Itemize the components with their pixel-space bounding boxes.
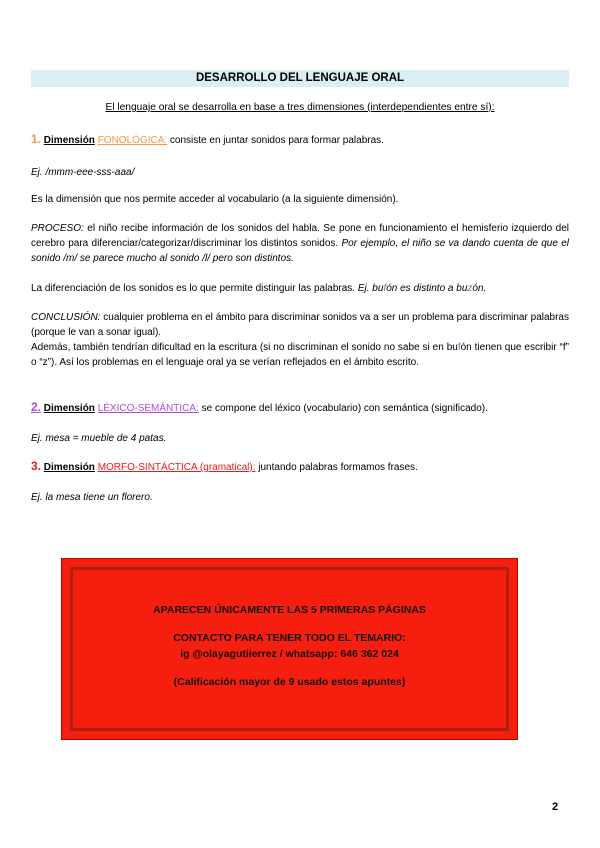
difference-example-d: z (467, 283, 473, 294)
dimension-1-heading (31, 132, 569, 148)
dimension-3-label: Dimensión (43, 462, 95, 473)
difference-text: La diferenciación de los sonidos es lo que permite distinguir las palabras. (31, 283, 356, 294)
dimension-3-number: 3. (31, 459, 42, 473)
dimension-2-name: LÉXICO-SEMÁNTICA: (97, 403, 199, 414)
intro-text: El lenguaje oral se desarrolla en base a tres dimensiones (interdependientes entre sí): (105, 102, 495, 113)
notice-line-4: (Calificación mayor de 9 usado estos apuntes) (173, 676, 406, 688)
dimension-1-text-2: Es la dimensión que nos permite acceder al vocabulario (a la siguiente dimensión). (31, 194, 399, 205)
difference-example-a: Ej. bu (355, 283, 384, 294)
dimension-2-heading (31, 400, 569, 416)
dimension-3-heading (31, 459, 569, 475)
conclusion-text: cualquier problema en el ámbito para discriminar sonidos va a ser un problema para discriminar palabras (porque le van a sonar igual). (31, 312, 569, 338)
dimension-1-example: Ej. /mmm-eee-sss-aaa/ (31, 167, 135, 178)
dimension-2-text: se compone del léxico (vocabulario) con semántica (significado). (198, 403, 488, 414)
conclusion-paragraph (31, 310, 569, 340)
notice-line-2: CONTACTO PARA TENER TODO EL TEMARIO: (173, 632, 406, 644)
dimension-2-number: 2. (31, 400, 42, 414)
notice-line-1: APARECEN ÚNICAMENTE LAS 5 PRIMERAS PÁGINAS (153, 604, 426, 616)
difference-example-e: ón. (472, 283, 487, 294)
difference-example-b: f (383, 283, 387, 294)
conclusion-label: CONCLUSIÓN: (31, 312, 101, 323)
page-title: DESARROLLO DEL LENGUAJE ORAL (31, 70, 569, 87)
proceso-example: Por ejemplo, el niño se va dando cuenta de que el sonido /m/ se parece mucho al sonido /l/ pero son distintos. (31, 238, 569, 264)
ademas-text-c: ón tienen que escribir “f” o “z”). Así los problemas en el lenguaje oral ya se verían reflejados en el ámbito escrito. (31, 342, 569, 368)
dimension-1-label: Dimensión (43, 135, 95, 146)
dimension-1-name: FONOLÓGICA: (97, 135, 168, 146)
dimension-2-label: Dimensión (43, 403, 95, 414)
difference-paragraph (31, 281, 569, 296)
notice-box (61, 558, 518, 740)
ademas-text-b: f (457, 342, 461, 353)
notice-contact: ig @olayagutiierrez / whatsapp: 646 362 024 (180, 648, 399, 660)
dimension-3-text: juntando palabras formamos frases. (255, 462, 418, 473)
page-number: 2 (552, 801, 559, 813)
proceso-label: PROCESO: (31, 223, 84, 234)
proceso-paragraph (31, 221, 569, 266)
dimension-1-text: consiste en juntar sonidos para formar palabras. (167, 135, 384, 146)
dimension-2-example: Ej. mesa = mueble de 4 patas. (31, 433, 167, 444)
dimension-3-name: MORFO-SINTÁCTICA (gramatical): (97, 462, 256, 473)
ademas-text-a: Además, también tendrían dificultad en la escritura (si no discriminan el sonido no sabe si en bu (31, 342, 458, 353)
dimension-1-number: 1. (31, 132, 42, 146)
ademas-paragraph (31, 340, 569, 370)
proceso-text: el niño recibe información de los sonidos del habla. Se pone en funcionamiento el hemisferio izquierdo del cerebro para diferenciar/categorizar/discriminar los distintos sonidos. (31, 223, 569, 249)
dimension-3-example: Ej. la mesa tiene un florero. (31, 492, 153, 503)
difference-example-c: ón es distinto a bu (386, 283, 468, 294)
